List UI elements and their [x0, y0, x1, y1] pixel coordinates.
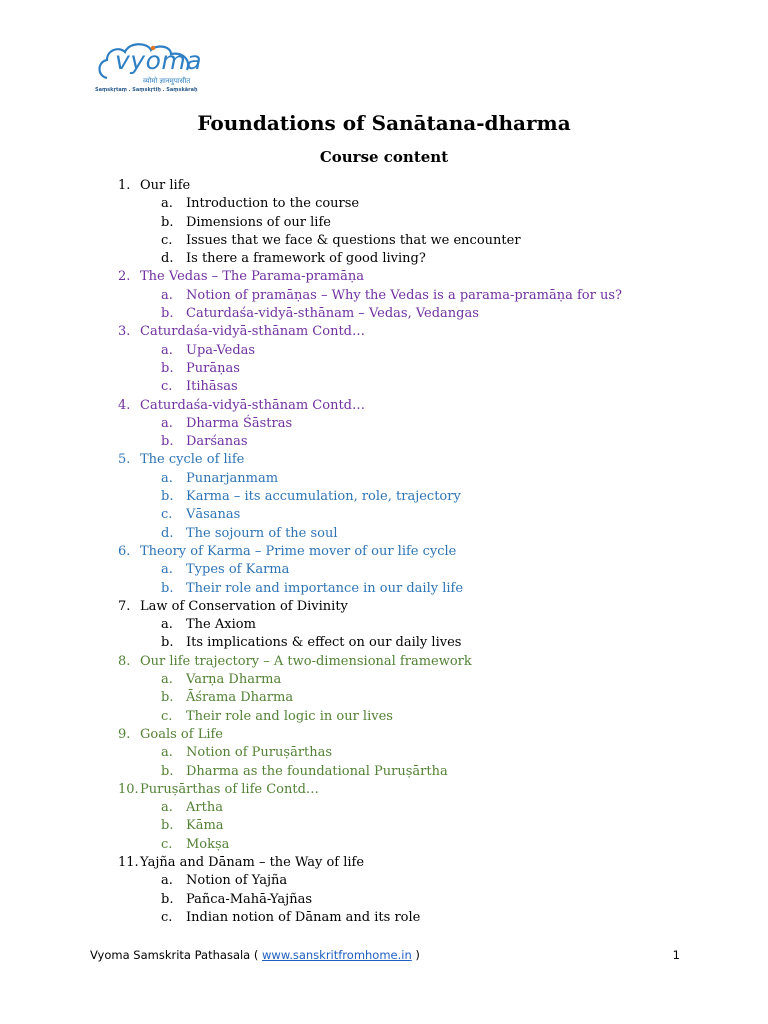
subtopic-item	[118, 836, 678, 854]
subtopic-letter: b.	[161, 434, 174, 450]
subtopic-letter: c.	[161, 909, 173, 925]
topic-number: 5.	[118, 452, 131, 468]
topic-number: 11.	[118, 854, 139, 870]
subtopic-letter: c.	[161, 507, 173, 523]
topic-item	[118, 726, 678, 744]
topic-label: Goals of Life	[140, 726, 223, 742]
subtopic-item	[118, 634, 678, 652]
subtopic-label: Its implications & effect on our daily lives	[186, 635, 462, 651]
topic-number: 10.	[118, 781, 139, 797]
topic-item	[118, 323, 678, 341]
topic-label: Puruṣārthas of life Contd…	[140, 781, 319, 797]
subtopic-letter: c.	[161, 379, 173, 395]
subtopic-label: Varṇa Dharma	[186, 672, 282, 688]
subtopic-label: Kāma	[186, 818, 224, 834]
subtopic-item	[118, 909, 678, 927]
subtopic-label: Karma – its accumulation, role, trajectory	[186, 489, 461, 505]
subtopic-label: Darśanas	[186, 434, 248, 450]
subtopic-letter: b.	[161, 891, 174, 907]
subtopic-label: Notion of Yajña	[186, 873, 288, 889]
subtopic-letter: b.	[161, 306, 174, 322]
subtopic-label: Pañca-Mahā-Yajñas	[186, 891, 313, 907]
subtopic-label: Is there a framework of good living?	[186, 251, 426, 267]
subtopic-letter: c.	[161, 708, 173, 724]
topic-number: 2.	[118, 269, 131, 285]
topic-item	[118, 598, 678, 616]
subtopic-letter: b.	[161, 360, 174, 376]
subtopic-letter: b.	[161, 818, 174, 834]
subtopic-label: Dimensions of our life	[186, 214, 331, 230]
subtopic-letter: a.	[161, 196, 173, 212]
vyoma-logo	[95, 40, 205, 96]
subtopic-item	[118, 763, 678, 781]
subtopic-label: Issues that we face & questions that we encounter	[186, 232, 521, 248]
subtopic-item	[118, 817, 678, 835]
page-number: 1	[672, 948, 680, 962]
topic-label: The cycle of life	[140, 452, 245, 468]
subtopic-letter: a.	[161, 287, 173, 303]
subtopic-item	[118, 708, 678, 726]
subtopic-letter: b.	[161, 690, 174, 706]
topic-number: 9.	[118, 726, 131, 742]
subtopic-letter: a.	[161, 470, 173, 486]
subtopic-item	[118, 342, 678, 360]
subtopic-item	[118, 671, 678, 689]
subtopic-item	[118, 616, 678, 634]
subtopic-label: Indian notion of Dānam and its role	[186, 909, 421, 925]
subtopic-label: Notion of pramāṇas – Why the Vedas is a parama-pramāṇa for us?	[186, 287, 622, 303]
topic-item	[118, 781, 678, 799]
subtopic-letter: a.	[161, 873, 173, 889]
subtopic-label: Purāṇas	[186, 360, 240, 376]
subtopic-letter: b.	[161, 489, 174, 505]
subtopic-letter: a.	[161, 562, 173, 578]
course-content-list	[118, 177, 678, 927]
topic-item	[118, 543, 678, 561]
subtopic-item	[118, 232, 678, 250]
subtopic-label: Dharma Śāstras	[186, 415, 293, 431]
subtopic-item	[118, 488, 678, 506]
subtopic-label: Introduction to the course	[186, 196, 360, 212]
subtopic-label: Vāsanas	[186, 507, 241, 523]
subtopic-item	[118, 214, 678, 232]
subtopic-label: The sojourn of the soul	[186, 525, 338, 541]
topic-number: 1.	[118, 178, 131, 193]
subtopic-label: Mokṣa	[186, 836, 230, 852]
subtopic-letter: d.	[161, 525, 174, 541]
subtopic-letter: b.	[161, 763, 174, 779]
subtopic-letter: a.	[161, 672, 173, 688]
subtopic-item	[118, 891, 678, 909]
subtopic-letter: a.	[161, 745, 173, 761]
subtopic-letter: a.	[161, 800, 173, 816]
topic-label: Law of Conservation of Divinity	[140, 598, 348, 614]
footer-suffix: )	[411, 948, 420, 962]
subtopic-letter: a.	[161, 617, 173, 633]
topic-number: 8.	[118, 653, 131, 669]
topic-label: Caturdaśa-vidyā-sthānam Contd…	[140, 324, 365, 340]
subtopic-letter: a.	[161, 342, 173, 358]
subtopic-letter: a.	[161, 415, 173, 431]
subtopic-letter: b.	[161, 580, 174, 596]
topic-item	[118, 854, 678, 872]
subtopic-label: Upa-Vedas	[186, 342, 256, 358]
logo-tagline: व्योमो ज्ञानमुपासीत	[143, 77, 191, 85]
document-subtitle: Course content	[319, 148, 449, 166]
topic-number: 6.	[118, 543, 131, 559]
subtopic-label: Āśrama Dharma	[186, 690, 294, 706]
subtopic-item	[118, 415, 678, 433]
logo-subline: Saṃskṛtaṃ . Saṃskṛtiḥ . Saṃskāraḥ	[95, 87, 198, 93]
subtopic-label: Their role and importance in our daily life	[186, 580, 464, 596]
subtopic-item	[118, 744, 678, 762]
topic-label: Our life	[140, 178, 191, 193]
subtopic-item	[118, 287, 678, 305]
subtopic-item	[118, 195, 678, 213]
topic-number: 4.	[118, 397, 131, 413]
subtopic-label: Dharma as the foundational Puruṣārtha	[186, 763, 448, 779]
footer-credit	[90, 948, 420, 962]
subtopic-label: The Axiom	[186, 617, 256, 633]
subtopic-letter: c.	[161, 232, 173, 248]
subtopic-item	[118, 360, 678, 378]
logo-wordmark: vyoma	[115, 46, 203, 75]
topic-label: Caturdaśa-vidyā-sthānam Contd…	[140, 397, 365, 413]
document-title: Foundations of Sanātana-dharma	[197, 111, 571, 135]
subtopic-letter: b.	[161, 214, 174, 230]
subtopic-label: Notion of Puruṣārthas	[186, 745, 333, 761]
subtopic-item	[118, 580, 678, 598]
subtopic-letter: c.	[161, 836, 173, 852]
subtopic-item	[118, 470, 678, 488]
topic-label: Our life trajectory – A two-dimensional framework	[140, 653, 472, 669]
topic-label: The Vedas – The Parama-pramāṇa	[140, 269, 364, 285]
topic-item	[118, 268, 678, 286]
subtopic-item	[118, 305, 678, 323]
topic-item	[118, 397, 678, 415]
subtopic-item	[118, 561, 678, 579]
topic-item	[118, 653, 678, 671]
topic-item	[118, 177, 678, 195]
subtopic-item	[118, 799, 678, 817]
topic-number: 7.	[118, 598, 131, 614]
topic-item	[118, 451, 678, 469]
subtopic-item	[118, 872, 678, 890]
subtopic-letter: b.	[161, 635, 174, 651]
subtopic-item	[118, 250, 678, 268]
topic-label: Yajña and Dānam – the Way of life	[140, 854, 365, 870]
subtopic-item	[118, 506, 678, 524]
subtopic-label: Itihāsas	[186, 379, 238, 395]
subtopic-label: Artha	[186, 800, 223, 816]
subtopic-label: Punarjanmam	[186, 470, 279, 486]
subtopic-label: Caturdaśa-vidyā-sthānam – Vedas, Vedangas	[186, 306, 479, 322]
subtopic-label: Types of Karma	[186, 562, 290, 578]
subtopic-item	[118, 433, 678, 451]
footer-link[interactable]: www.sanskritfromhome.in	[262, 948, 412, 962]
subtopic-item	[118, 378, 678, 396]
footer-prefix: Vyoma Samskrita Pathasala (	[90, 948, 263, 962]
subtopic-letter: d.	[161, 251, 174, 267]
subtopic-item	[118, 689, 678, 707]
subtopic-label: Their role and logic in our lives	[186, 708, 393, 724]
topic-label: Theory of Karma – Prime mover of our life cycle	[140, 543, 457, 559]
subtopic-item	[118, 525, 678, 543]
topic-number: 3.	[118, 324, 131, 340]
